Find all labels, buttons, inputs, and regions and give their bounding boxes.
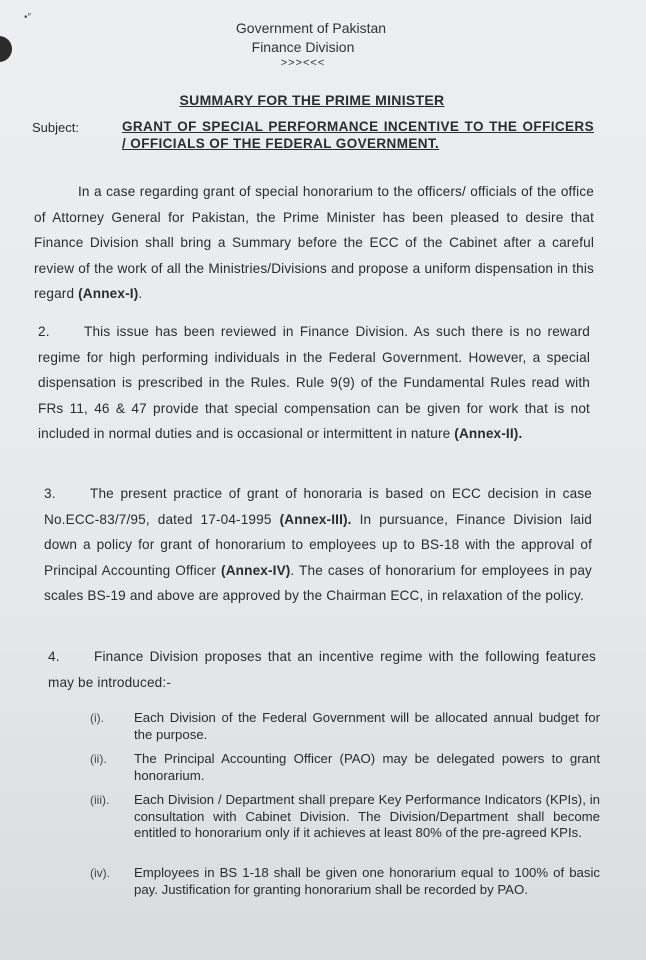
paragraph-3-text-c: . The cases of honorarium for employees in pay scales BS-19 and above are approved by the Chairman ECC, in relaxation of the policy. <box>44 562 592 603</box>
list-item-text: Employees in BS 1-18 shall be given one honorarium equal to 100% of basic pay. Justification for granting honorarium shall be recorded by PAO. <box>134 865 600 897</box>
paragraph-1-end: . <box>138 286 143 301</box>
annex-reference: (Annex-I) <box>78 286 139 301</box>
paragraph-3-text-a: The present practice of grant of honoraria is based on ECC decision in case No.ECC-83/7/95, dated 17-04-1995 <box>44 486 592 527</box>
annex-reference: (Annex-IV) <box>221 562 291 578</box>
list-item-number: (iv). <box>90 866 110 880</box>
list-item-text: Each Division / Department shall prepare Key Performance Indicators (KPIs), in consultation with Cabinet Division. The Division/Department shall become entitled to honorarium only if it achieves at least 80% of the pre-agreed KPIs. <box>134 792 600 840</box>
paragraph-number: 2. <box>38 324 50 339</box>
scan-mark: •″ <box>24 12 32 23</box>
annex-reference: (Annex-II). <box>454 426 523 441</box>
paragraph-2-text: This issue has been reviewed in Finance Division. As such there is no reward regime for high performing individuals in the Federal Government. However, a special dispensation is prescribed in the Rules. Rule 9(9) of the Fundamental Rules read with FRs 11, 46 & 47 provide that special compensation can be given for work that is not included in normal duties and is occasional or intermittent in nature <box>38 324 590 441</box>
paragraph-3 <box>44 481 592 609</box>
list-item-text: Each Division of the Federal Government will be allocated annual budget for the purpose. <box>134 710 600 742</box>
list-item-number: (iii). <box>90 793 110 807</box>
paragraph-4 <box>48 644 596 695</box>
list-item <box>90 710 600 743</box>
header-government: Government of Pakistan <box>235 20 387 36</box>
annex-reference: (Annex-III). <box>279 511 352 527</box>
paragraph-2 <box>38 319 590 447</box>
paragraph-3-text-b: In pursuance, Finance Division laid down a policy for grant of honorarium to employees up to BS-18 with the approval of Principal Accounting Officer <box>44 511 592 578</box>
paragraph-1 <box>34 179 594 307</box>
subject-label: Subject: <box>32 120 79 135</box>
summary-title: SUMMARY FOR THE PRIME MINISTER <box>179 92 445 108</box>
list-item-number: (ii). <box>90 752 107 766</box>
header-separator: >>><<< <box>280 57 326 69</box>
header-division: Finance Division <box>251 39 355 55</box>
list-item-number: (i). <box>90 711 104 725</box>
paragraph-number: 4. <box>48 649 60 664</box>
list-item <box>90 751 600 784</box>
paragraph-4-text: Finance Division proposes that an incentive regime with the following features may be introduced:- <box>48 649 596 690</box>
subject-text: GRANT OF SPECIAL PERFORMANCE INCENTIVE TO THE OFFICERS / OFFICIALS OF THE FEDERAL GOVERNMENT. <box>122 119 594 151</box>
paragraph-1-text: In a case regarding grant of special honorarium to the officers/ officials of the office of Attorney General for Pakistan, the Prime Minister has been pleased to desire that Finance Division shall bring a Summary before the ECC of the Cabinet after a careful review of the work of all the Ministries/Divisions and propose a uniform dispensation in this regard <box>34 184 594 301</box>
list-item <box>90 792 600 842</box>
list-item <box>90 865 600 898</box>
paragraph-number: 3. <box>44 486 56 501</box>
list-item-text: The Principal Accounting Officer (PAO) may be delegated powers to grant honorarium. <box>134 751 600 783</box>
